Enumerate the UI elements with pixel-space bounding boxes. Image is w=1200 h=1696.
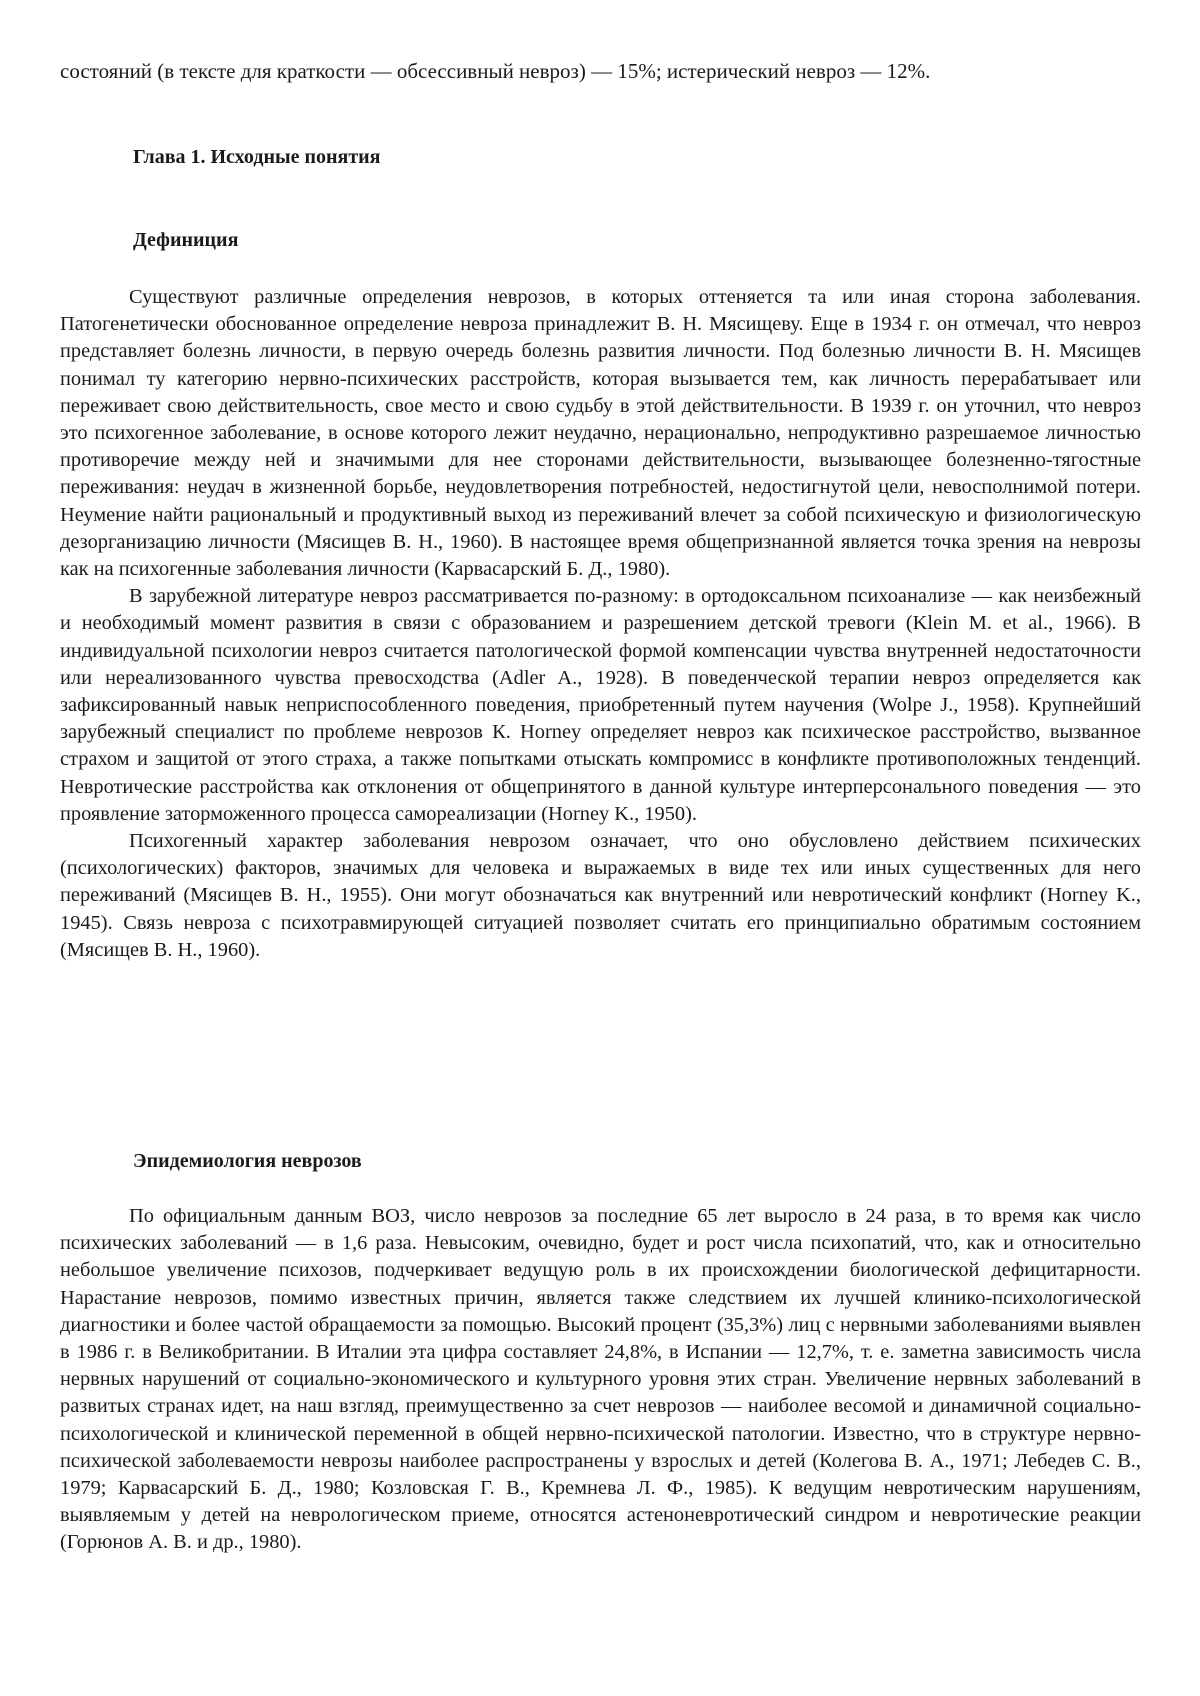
continuation-line: состояний (в тексте для краткости — обсессивный невроз) — 15%; истерический невроз — 12%. (60, 58, 1140, 84)
paragraph: В зарубежной литературе невроз рассматривается по-разному: в ортодоксальном психоанализе — как неизбежный и необходимый момент развития в связи с образованием и разрешением детской тревоги (Klein M. et al., 1966). В индивидуальной психологии невроз считается патологической формой компенсации чувства внутренней недостаточности или нереализованного чувства превосходства (Adler A., 1928). В поведенческой терапии невроз определяется как зафиксированный навык неприспособленного поведения, приобретенный путем научения (Wolpe J., 1958). Крупнейший зарубежный специалист по проблеме неврозов К. Horney определяет невроз как психическое расстройство, вызванное страхом и защитой от этого страха, а также попытками отыскать компромисс в конфликте противоположных тенденций. Невротические расстройства как отклонения от общепринятого в данной культуре интерперсонального поведения — это проявление заторможенного процесса самореализации (Horney K., 1950). (60, 583, 1141, 828)
paragraph: По официальным данным ВОЗ, число неврозов за последние 65 лет выросло в 24 раза, в то время как число психических заболеваний — в 1,6 раза. Невысоким, очевидно, будет и рост числа психопатий, что, как и относительно небольшое увеличение психозов, подчеркивает ведущую роль в их происхождении биологической дефицитарности. Нарастание неврозов, помимо известных причин, является также следствием их лучшей клинико-психологической диагностики и более частой обращаемости за помощью. Высокий процент (35,3%) лиц с нервными заболеваниями выявлен в 1986 г. в Великобритании. В Италии эта цифра составляет 24,8%, в Испании — 12,7%, т. е. заметна зависимость числа нервных нарушений от социально-экономического и культурного уровня этих стран. Увеличение нервных заболеваний в развитых странах идет, на наш взгляд, преимущественно за счет неврозов — наиболее весомой и динамичной социально-психологической и клинической переменной в общей нервно-психической патологии. Известно, что в структуре нервно-психической заболеваемости неврозы наиболее распространены у взрослых и детей (Колегова В. А., 1971; Лебедев С. В., 1979; Карвасарский Б. Д., 1980; Козловская Г. В., Кремнева Л. Ф., 1985). К ведущим невротическим нарушениям, выявляемым у детей на неврологическом приеме, относятся астеноневротический синдром и невротические реакции (Горюнов А. В. и др., 1980). (60, 1203, 1141, 1557)
paragraph: Психогенный характер заболевания неврозом означает, что оно обусловлено действием психических (психологических) факторов, значимых для человека и выражаемых в виде тех или иных существенных для него переживаний (Мясищев В. Н., 1955). Они могут обозначаться как внутренний или невротический конфликт (Horney K., 1945). Связь невроза с психотравмирующей ситуацией позволяет считать его принципиально обратимым состоянием (Мясищев В. Н., 1960). (60, 828, 1141, 964)
section-title-definition: Дефиниция (133, 227, 238, 253)
document-page (0, 0, 1200, 1696)
section-title-epidemiology: Эпидемиология неврозов (133, 1148, 362, 1174)
paragraph: Существуют различные определения неврозов, в которых оттеняется та или иная сторона заболевания. Патогенетически обоснованное определение невроза принадлежит В. Н. Мясищеву. Еще в 1934 г. он отмечал, что невроз представляет болезнь личности, в первую очередь болезнь развития личности. Под болезнью личности В. Н. Мясищев понимал ту категорию нервно-психических расстройств, которая вызывается тем, как личность перерабатывает или переживает свою действительность, свое место и свою судьбу в этой действительности. В 1939 г. он уточнил, что невроз это психогенное заболевание, в основе которого лежит неудачно, нерационально, непродуктивно разрешаемое личностью противоречие между ней и значимыми для нее сторонами действительности, вызывающее болезненно-тягостные переживания: неудач в жизненной борьбе, неудовлетворения потребностей, недостигнутой цели, невосполнимой потери. Неумение найти рациональный и продуктивный выход из переживаний влечет за собой психическую и физиологическую дезорганизацию личности (Мясищев В. Н., 1960). В настоящее время общепризнанной является точка зрения на неврозы как на психогенные заболевания личности (Карвасарский Б. Д., 1980). (60, 284, 1141, 583)
chapter-title: Глава 1. Исходные понятия (133, 144, 381, 170)
epidemiology-body (60, 1203, 1141, 1557)
definition-body (60, 284, 1141, 964)
